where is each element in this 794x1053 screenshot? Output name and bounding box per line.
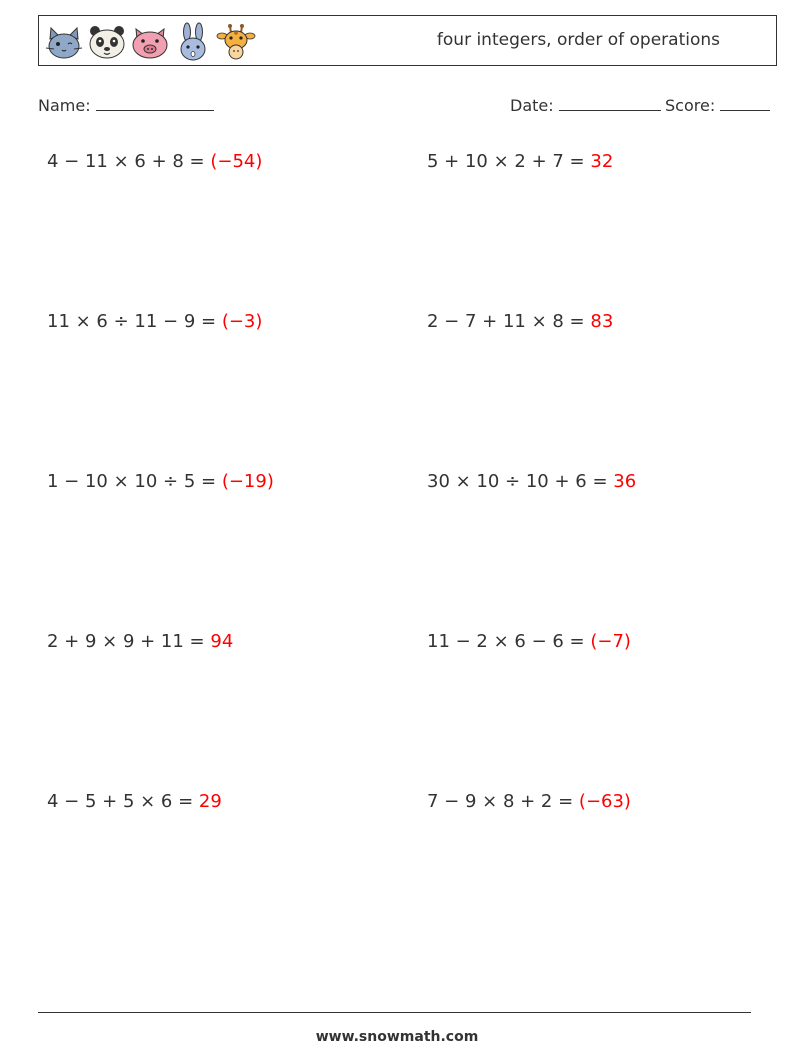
panda-icon [87, 22, 127, 62]
name-field [38, 92, 214, 115]
score-blank [720, 92, 770, 111]
problem-5 [47, 471, 274, 492]
problem-answer: 29 [198, 791, 222, 812]
problem-answer: (−3) [221, 311, 263, 332]
problem-expression: 2 + 9 × 9 + 11 = [47, 631, 211, 652]
problem-4 [427, 311, 613, 332]
problem-8 [427, 631, 631, 652]
cat-icon [44, 22, 84, 62]
animal-icons [44, 22, 256, 62]
footer-divider [38, 1012, 751, 1013]
score-label: Score: [665, 96, 716, 115]
problem-expression: 5 + 10 × 2 + 7 = [427, 151, 591, 172]
problem-expression: 30 × 10 ÷ 10 + 6 = [427, 471, 614, 492]
problem-3 [47, 311, 262, 332]
problem-expression: 4 − 11 × 6 + 8 = [47, 151, 211, 172]
worksheet-header [38, 15, 777, 66]
problem-answer: (−63) [578, 791, 631, 812]
problem-answer: (−19) [221, 471, 274, 492]
worksheet-title: four integers, order of operations [436, 30, 720, 50]
problem-expression: 11 × 6 ÷ 11 − 9 = [47, 311, 222, 332]
problem-answer: 83 [590, 311, 614, 332]
problem-2 [427, 151, 613, 172]
score-field [665, 92, 770, 115]
pig-icon [130, 22, 170, 62]
giraffe-icon [216, 22, 256, 62]
date-blank [559, 92, 661, 111]
problem-answer: 32 [590, 151, 614, 172]
footer-site: www.snowmath.com [315, 1029, 479, 1045]
problem-answer: 94 [210, 631, 234, 652]
date-field [510, 92, 661, 115]
problem-expression: 1 − 10 × 10 ÷ 5 = [47, 471, 222, 492]
problem-1 [47, 151, 262, 172]
problem-expression: 7 − 9 × 8 + 2 = [427, 791, 579, 812]
problem-answer: (−54) [210, 151, 263, 172]
problem-expression: 11 − 2 × 6 − 6 = [427, 631, 591, 652]
problem-6 [427, 471, 636, 492]
rabbit-icon [173, 22, 213, 62]
name-blank [96, 92, 214, 111]
problem-7 [47, 631, 233, 652]
problem-answer: (−7) [590, 631, 631, 652]
problem-expression: 2 − 7 + 11 × 8 = [427, 311, 591, 332]
problem-10 [427, 791, 631, 812]
problem-expression: 4 − 5 + 5 × 6 = [47, 791, 199, 812]
problem-answer: 36 [613, 471, 637, 492]
name-label: Name: [38, 96, 91, 115]
date-label: Date: [510, 96, 554, 115]
problem-9 [47, 791, 222, 812]
